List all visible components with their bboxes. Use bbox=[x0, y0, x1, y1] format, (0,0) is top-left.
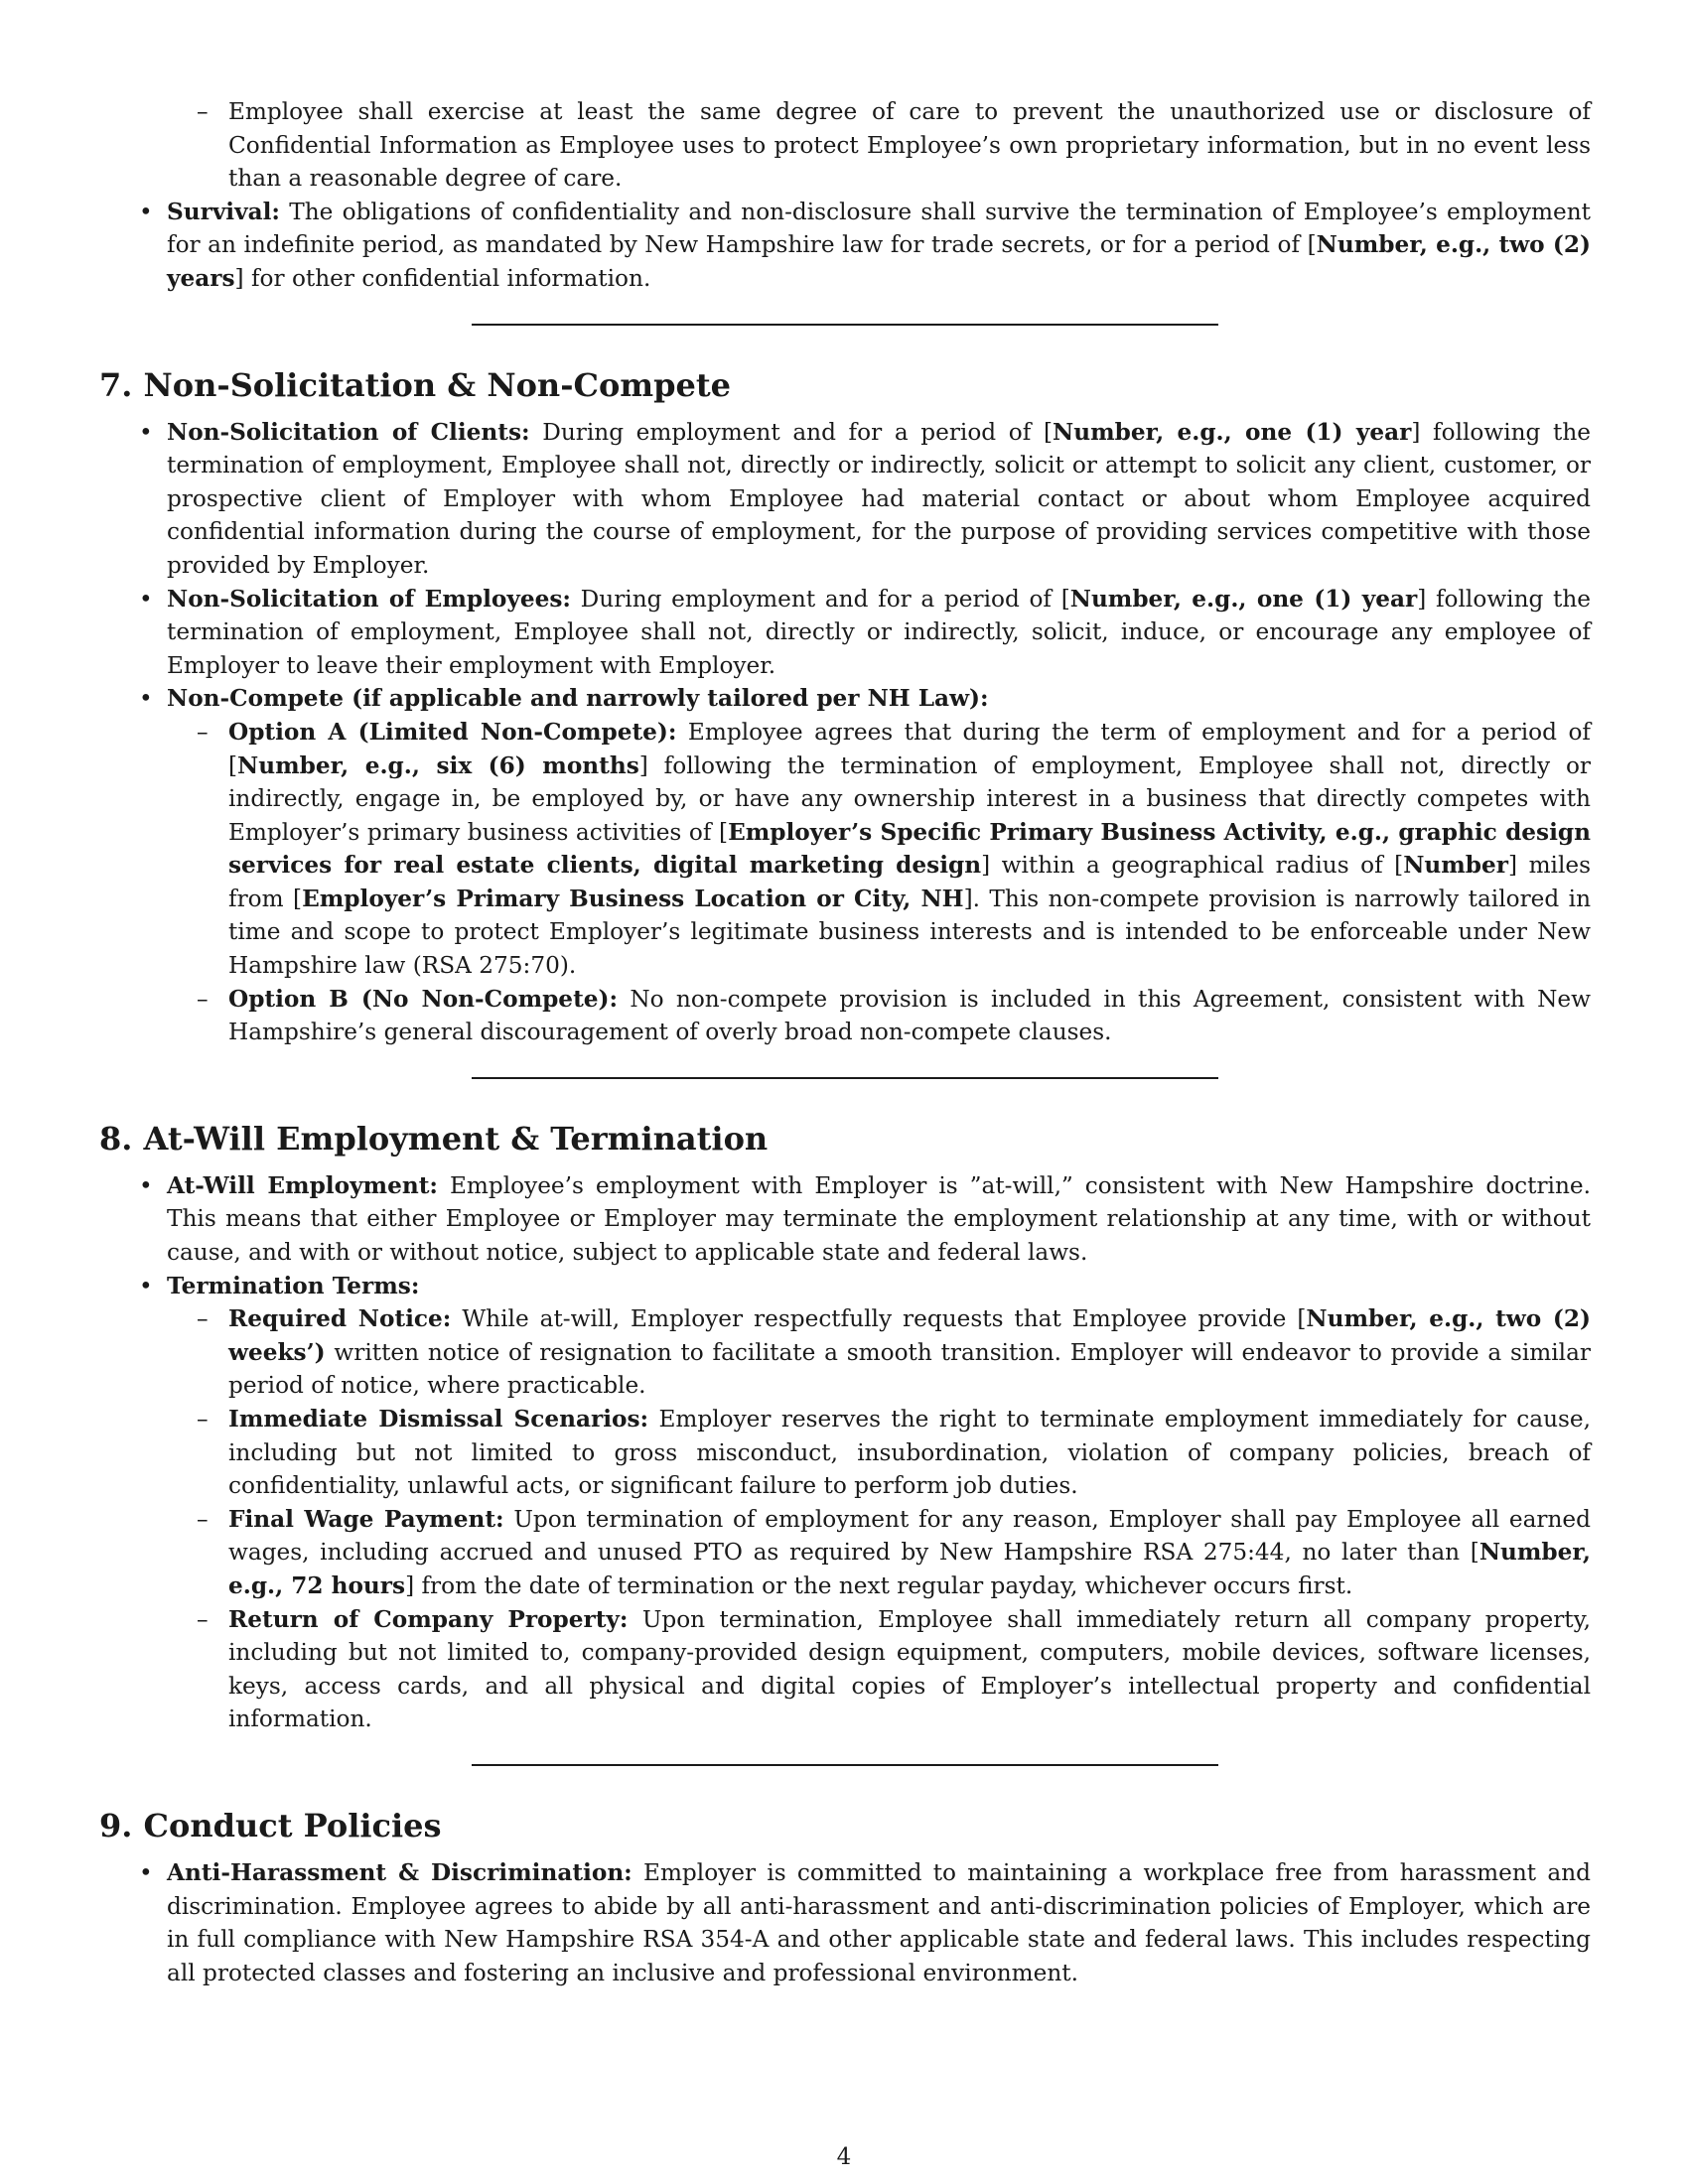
section-9-title: 9. Conduct Policies bbox=[99, 1806, 442, 1844]
list-item-dismissal: – Immediate Dismissal Scenarios: Employer reserves the right to terminate employment immediately for cause, including but not limited to gross misconduct, insubordination, violation of company policies, breach of confidentiality, unlawful acts, or significant failure to perform job duties. bbox=[99, 1403, 1591, 1503]
list-item-clients: • Non-Solicitation of Clients: During employment and for a period of [Number, e.g., one (1) year] following the termination of employment, Employee shall not, directly or indirectly, solicit or attempt to solicit any client, customer, or prospective client of Employer with whom Employee had material contact or about whom Employee acquired confidential information during the course of employment, for the purpose of providing services competitive with those provided by Employer. bbox=[99, 416, 1591, 583]
list-item-anti-harassment: • Anti-Harassment & Discrimination: Employer is committed to maintaining a workplace free from harassment and discrimination. Employee agrees to abide by all anti-harassment and anti-discrimination policies of Employer, which are in full compliance with New Hampshire RSA 354-A and other applicable state and federal laws. This includes respecting all protected classes and fostering an inclusive and professional environment. bbox=[99, 1856, 1591, 1989]
list-item-company-property: – Return of Company Property: Upon termination, Employee shall immediately return all company property, including but not limited to, company-provided design equipment, computers, mobile devices, software licenses, keys, access cards, and all physical and digital copies of Employer’s intellectual property and confidential information. bbox=[99, 1603, 1591, 1736]
list-item-care: – Employee shall exercise at least the same degree of care to prevent the unauthorized use or disclosure of Confidential Information as Employee uses to protect Employee’s own proprietary information, but in no event less than a reasonable degree of care. bbox=[99, 95, 1591, 196]
list-item-option-b: – Option B (No Non-Compete): No non-compete provision is included in this Agreement, consistent with New Hampshire’s general discouragement of overly broad non-compete clauses. bbox=[99, 983, 1591, 1049]
list-item-required-notice: – Required Notice: While at-will, Employer respectfully requests that Employee provide [Number, e.g., two (2) weeks’) written notice of resignation to facilitate a smooth transition. Employer will endeavor to provide a similar period of notice, where practicable. bbox=[99, 1302, 1591, 1403]
list-item-employees: • Non-Solicitation of Employees: During employment and for a period of [Number, e.g., one (1) year] following the termination of employment, Employee shall not, directly or indirectly, solicit, induce, or encourage any employee of Employer to leave their employment with Employer. bbox=[99, 583, 1591, 683]
section-8-title: 8. At-Will Employment & Termination bbox=[99, 1119, 769, 1158]
list-item-survival: • Survival: The obligations of confidentiality and non-disclosure shall survive the termination of Employee’s employment for an indefinite period, as mandated by New Hampshire law for trade secrets, or for a period of [Number, e.g., two (2) years] for other confidential information. bbox=[99, 196, 1591, 296]
document-page bbox=[99, 95, 1591, 1989]
list-item-final-wage: – Final Wage Payment: Upon termination of employment for any reason, Employer shall pay Employee all earned wages, including accrued and unused PTO as required by New Hampshire RSA 275:44, no later than [Number, e.g., 72 hours] from the date of termination or the next regular payday, whichever occurs first. bbox=[99, 1503, 1591, 1603]
list-item-noncompete: • Non-Compete (if applicable and narrowly tailored per NH Law): bbox=[99, 682, 1591, 716]
section-7-title: 7. Non-Solicitation & Non-Compete bbox=[99, 365, 732, 404]
list-item-termination-terms: • Termination Terms: bbox=[99, 1270, 1591, 1303]
page-number: 4 bbox=[836, 2144, 852, 2170]
list-item-at-will: • At-Will Employment: Employee’s employment with Employer is ”at-will,” consistent with New Hampshire doctrine. This means that either Employee or Employer may terminate the employment relationship at any time, with or without cause, and with or without notice, subject to applicable state and federal laws. bbox=[99, 1169, 1591, 1270]
list-item-option-a: – Option A (Limited Non-Compete): Employee agrees that during the term of employment and for a period of [Number, e.g., six (6) months] following the termination of employment, Employee shall not, directly or indirectly, engage in, be employed by, or have any ownership interest in a business that directly competes with Employer’s primary business activities of [Employer’s Specific Primary Business Activity, e.g., graphic design services for real estate clients, digital marketing design] within a geographical radius of [Number] miles from [Employer’s Primary Business Location or City, NH]. This non-compete provision is narrowly tailored in time and scope to protect Employer’s legitimate business interests and is intended to be enforceable under New Hampshire law (RSA 275:70). bbox=[99, 716, 1591, 983]
